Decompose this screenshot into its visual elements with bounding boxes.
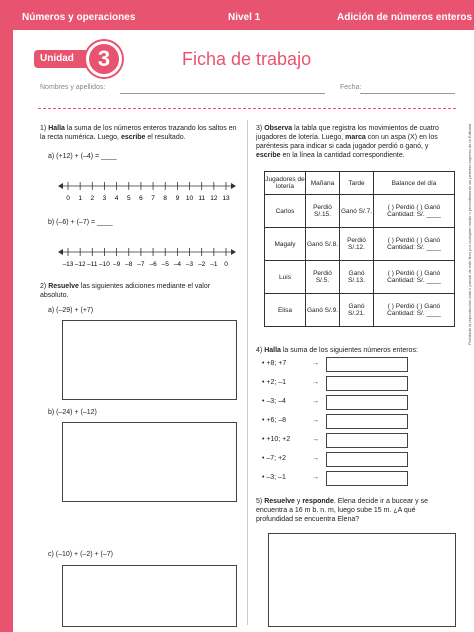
q4-answer-box[interactable]	[326, 376, 408, 391]
date-field[interactable]	[360, 93, 455, 94]
th-morning: Mañana	[306, 172, 340, 195]
lottery-table	[264, 171, 455, 327]
header-level: Nivel 1	[228, 12, 261, 23]
table-row: Carlos Perdió S/.15. Ganó S/.7. ( ) Perdió ( ) Ganó Cantidad: S/. ____	[265, 195, 455, 228]
q1a: a) (+12) + (–4) = ____	[48, 153, 117, 160]
list-item: • –7; +2	[262, 455, 287, 462]
arrow-icon: →	[312, 417, 319, 424]
header-topic: Adición de números enteros	[337, 12, 473, 23]
list-item: • +2; –1	[262, 379, 287, 386]
column-divider	[247, 120, 248, 625]
tick-label: 11	[198, 195, 206, 202]
tick-label: 0	[224, 261, 228, 268]
tick-label: –3	[185, 261, 194, 268]
tick-label: –9	[112, 261, 121, 268]
tick-label: 4	[114, 195, 119, 202]
table-row: Magaly Ganó S/.8. Perdió S/.12. ( ) Perdió ( ) Ganó Cantidad: S/. ____	[265, 228, 455, 261]
divider	[38, 108, 456, 109]
unit-label: Unidad	[34, 50, 88, 68]
header-section: Números y operaciones	[22, 12, 136, 23]
q1b: b) (–6) + (–7) = ____	[48, 219, 113, 226]
q2a: a) (–29) + (+7)	[48, 307, 94, 314]
q2c-answer-box[interactable]	[62, 565, 237, 627]
q4-answer-box[interactable]	[326, 395, 408, 410]
unit-number: 3	[86, 41, 122, 77]
table-row: Elisa Ganó S/.9. Ganó S/.21. ( ) Perdió ( ) Ganó Cantidad: S/. ____	[265, 294, 455, 327]
tick-label: 3	[102, 195, 107, 202]
tick-label: –1	[210, 261, 218, 268]
tick-label: 5	[126, 195, 131, 202]
q5-text: 5) Resuelve y responde. Elena decide ir a bucear y se encuentra a 16 m b. n. m, luego sube 15 m. ¿A qué profundidad se encuentra Elena?	[256, 498, 429, 523]
arrow-icon: →	[312, 398, 319, 405]
tick-label: –2	[198, 261, 206, 268]
tick-label: 8	[163, 195, 168, 202]
arrow-icon: →	[312, 379, 319, 386]
date-label: Fecha:	[340, 84, 362, 91]
th-balance: Balance del día	[374, 172, 455, 195]
arrow-icon: →	[312, 474, 319, 481]
tick-label: 12	[210, 195, 218, 202]
q1-text: 1) Halla la suma de los números enteros trazando los saltos en la recta numérica. Luego, escribe el resultado.	[40, 125, 237, 141]
tick-label: 7	[151, 195, 155, 202]
tick-label: –8	[125, 261, 133, 268]
copyright-note: Prohibida la reproducción total o parcial de este libro por cualquier medio o procedimiento sin permiso expreso de la Editorial.	[467, 122, 472, 345]
tick-label: 13	[222, 195, 230, 202]
q3-text: 3) Observa la tabla que registra los movimientos de cuatro jugadores de lotería. Luego, marca con un aspa (X) en los paréntesis para indicar si cada jugador perdió o ganó, y escribe en la línea la cantidad correspondiente.	[256, 125, 439, 159]
arrow-icon: →	[312, 455, 319, 462]
arrow-icon: →	[312, 436, 319, 443]
arrow-icon: →	[312, 360, 319, 367]
header-bar	[0, 0, 474, 30]
tick-label: –4	[173, 261, 182, 268]
tick-label: 6	[139, 195, 143, 202]
table-row: Luis Perdió S/.5. Ganó S/.13. ( ) Perdió ( ) Ganó Cantidad: S/. ____	[265, 261, 455, 294]
q4-answer-box[interactable]	[326, 452, 408, 467]
th-afternoon: Tarde	[340, 172, 374, 195]
q2b-answer-box[interactable]	[62, 422, 237, 502]
tick-label: –11	[87, 261, 98, 268]
tick-label: 1	[78, 195, 82, 202]
tick-label: –12	[74, 261, 86, 268]
page-title: Ficha de trabajo	[182, 49, 312, 69]
tick-label: 10	[185, 195, 194, 202]
list-item: • +8; +7	[262, 360, 287, 367]
list-item: • +10; +2	[262, 436, 291, 443]
q4-text: 4) Halla la suma de los siguientes números enteros:	[256, 347, 418, 354]
tick-label: 0	[66, 195, 70, 202]
tick-label: –6	[149, 261, 157, 268]
list-item: • +6; –8	[262, 417, 287, 424]
name-field[interactable]	[120, 93, 325, 94]
q4-answer-box[interactable]	[326, 357, 408, 372]
q4-answer-box[interactable]	[326, 433, 408, 448]
list-item: • –3; –1	[262, 474, 286, 481]
list-item: • –3; –4	[262, 398, 286, 405]
number-line-2	[58, 238, 238, 270]
th-players: Jugadores de lotería	[265, 172, 306, 195]
q5-answer-box[interactable]	[268, 533, 456, 627]
q2-text: 2) Resuelve las siguientes adiciones mediante el valor absoluto.	[40, 283, 211, 299]
q4-answer-box[interactable]	[326, 414, 408, 429]
tick-label: –10	[99, 261, 110, 268]
tick-label: 9	[175, 195, 180, 202]
tick-label: 2	[90, 195, 95, 202]
q2b: b) (–24) + (–12)	[48, 409, 97, 416]
q2a-answer-box[interactable]	[62, 320, 237, 400]
left-band	[0, 30, 13, 632]
tick-label: –5	[161, 261, 169, 268]
name-label: Nombres y apellidos:	[40, 84, 106, 91]
number-line-1	[58, 172, 238, 204]
tick-label: –13	[62, 261, 74, 268]
q2c: c) (–10) + (–2) + (–7)	[48, 551, 113, 558]
q4-answer-box[interactable]	[326, 471, 408, 486]
tick-label: –7	[137, 261, 145, 268]
